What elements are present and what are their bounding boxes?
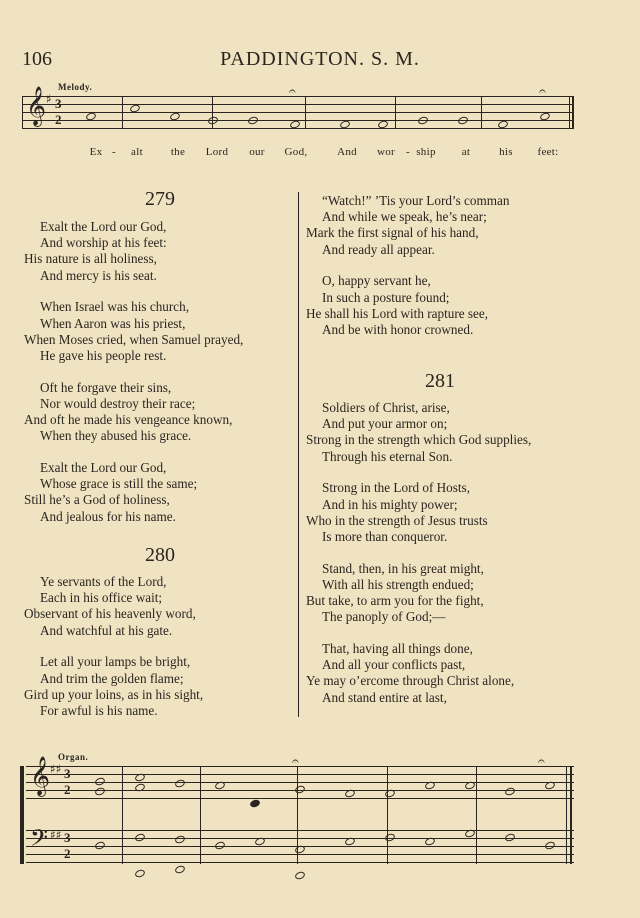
- fermata-icon: 𝄐: [539, 84, 546, 98]
- key-signature: ♯♯: [50, 828, 62, 842]
- lyric-syllable: feet:: [537, 146, 559, 158]
- page-number: 106: [22, 48, 52, 70]
- fermata-icon: 𝄐: [289, 84, 296, 98]
- lyric-syllable: God,: [284, 146, 308, 158]
- lyric-syllable: Lord: [205, 146, 229, 158]
- time-signature: 3 2: [55, 96, 62, 127]
- key-signature: ♯♯: [50, 762, 62, 776]
- lyric-syllable: And: [337, 146, 357, 158]
- lyric-syllable: Ex: [89, 146, 103, 158]
- stanza: Oft he forgave their sins, Nor would destroy their race; And oft he made his vengeance known, When they abused his grace.: [24, 379, 233, 444]
- hymn-280-text: [24, 574, 203, 735]
- lyric-syllable: alt: [131, 146, 143, 158]
- treble-clef-icon: 𝄞: [26, 86, 47, 126]
- stanza: Strong in the Lord of Hosts, And in his mighty power; Who in the strength of Jesus trusts Is more than conqueror.: [306, 480, 488, 544]
- hymn-number: 279: [145, 188, 175, 210]
- hymn-number: 281: [425, 370, 455, 392]
- hymn-number: 280: [145, 544, 175, 566]
- treble-clef-icon: 𝄞: [30, 756, 51, 796]
- stanza: O, happy servant he, In such a posture found; He shall his Lord with rapture see, And be with honor crowned.: [306, 273, 489, 337]
- hymn-280-continued: [306, 193, 509, 354]
- fermata-icon: 𝄐: [292, 754, 299, 768]
- key-signature: ♯: [46, 92, 52, 106]
- organ-brace: [20, 766, 24, 864]
- stanza: Exalt the Lord our God, Whose grace is still the same; Still he’s a God of holiness, And jealous for his name.: [24, 459, 198, 524]
- time-signature: 3 2: [64, 766, 71, 797]
- stanza: Ye servants of the Lord, Each in his office wait; Observant of his heavenly word, And watchful at his gate.: [24, 574, 196, 638]
- tune-title: PADDINGTON. S. M.: [220, 48, 420, 70]
- lyric-syllable: our: [249, 146, 265, 158]
- column-divider: [298, 192, 299, 717]
- stanza: That, having all things done, And all your conflicts past, Ye may o’ercome through Christ alone, And stand entire at last,: [306, 640, 515, 705]
- stanza: Soldiers of Christ, arise, And put your armor on; Strong in the strength which God supplies, Through his eternal Son.: [306, 400, 532, 464]
- stanza: Stand, then, in his great might, With all his strength endued; But take, to arm you for the fight, The panoply of God;—: [306, 560, 484, 625]
- melody-label: Melody.: [58, 82, 93, 92]
- time-signature: 3 2: [64, 830, 71, 861]
- lyric-syllable: ship: [416, 146, 436, 158]
- lyric-syllable: at: [461, 146, 471, 158]
- fermata-icon: 𝄐: [538, 754, 545, 768]
- stanza: Exalt the Lord our God, And worship at his feet: His nature is all holiness, And mercy is his seat.: [24, 219, 167, 283]
- lyric-syllable: his: [499, 146, 513, 158]
- hymn-281-text: [306, 400, 531, 721]
- lyric-syllable: the: [170, 146, 186, 158]
- organ-label: Organ.: [58, 752, 89, 762]
- stanza: “Watch!” ’Tis your Lord’s comman And while we speak, he’s near; Mark the first signal of his hand, And ready all appear.: [306, 193, 510, 257]
- lyric-syllable: -: [112, 146, 116, 158]
- lyric-syllable: wor: [376, 146, 396, 158]
- stanza: When Israel was his church, When Aaron was his priest, When Moses cried, when Samuel prayed, He gave his people rest.: [24, 299, 244, 363]
- stanza: Let all your lamps be bright, And trim the golden flame; Gird up your loins, as in his sight, For awful is his name.: [24, 654, 204, 718]
- hymn-279-text: [24, 219, 243, 540]
- bass-clef-icon: 𝄢: [30, 824, 49, 857]
- lyric-syllable: -: [406, 146, 410, 158]
